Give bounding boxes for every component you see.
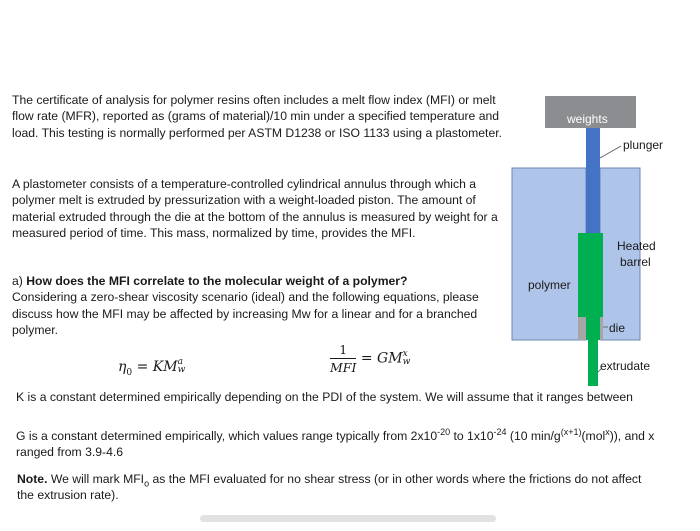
plastometer-paragraph: A plastometer consists of a temperature-controlled cylindrical annulus through which a polymer melt is extruded by pressurization with a weight-loaded piston. The amount of material extruded through the die at the bottom of the annulus is measured by weight for a measured period of time. This mass, normalized by time, provides the MFI. <box>12 177 498 241</box>
g-text-e: )), and x ranged from 3.9-4.6 <box>16 429 655 460</box>
eq1-sup: a <box>177 357 183 367</box>
eq2-sup: x <box>402 348 408 359</box>
eq2-numerator: 1 <box>330 342 356 359</box>
barrel-right <box>600 168 640 340</box>
eq2-denominator: MFI <box>330 360 357 375</box>
heated-barrel-label-line2: barrel <box>620 255 651 269</box>
eq2-mid: = GM <box>356 350 403 367</box>
polymer-label: polymer <box>528 278 571 292</box>
question-text: How does the MFI correlate to the molecular weight of a polymer? <box>26 274 408 288</box>
g-exp-4: x <box>605 426 610 437</box>
eq1-lhs-sub: 0 <box>126 367 133 378</box>
g-exp-2: -24 <box>493 426 507 437</box>
question-prefix: a) <box>12 274 27 288</box>
g-exp-3: (x+1) <box>560 426 582 437</box>
g-text-d: (mol <box>581 429 606 443</box>
extrudate-strand <box>588 340 598 386</box>
horizontal-scrollbar[interactable] <box>200 515 496 522</box>
eq1-mid: = KM <box>132 359 178 375</box>
die-left <box>578 317 586 340</box>
die-right <box>600 317 603 340</box>
note-text-a: We will mark MFI <box>47 472 145 486</box>
eq1-lhs: η <box>118 359 127 375</box>
note-text-b: as the MFI evaluated for no shear stress (or in other words where the frictions do not affect the extrusion rate). <box>17 472 642 503</box>
plunger-label: plunger <box>623 138 664 152</box>
weights-top-plate <box>545 96 636 111</box>
eq1-sub: w <box>177 365 186 375</box>
eq2-sub: w <box>402 356 411 367</box>
heated-barrel-label-line1: Heated <box>617 239 656 253</box>
g-text-c: (10 min/g <box>506 429 561 443</box>
polymer-melt <box>578 233 603 317</box>
plunger-rod <box>586 125 600 233</box>
extrudate-label: extrudate <box>600 359 651 373</box>
g-text-a: G is a constant determined empirically, which values range typically from 2x10 <box>16 429 438 443</box>
g-exp-1: -20 <box>437 426 451 437</box>
die-label: die <box>609 321 626 335</box>
note-sub: o <box>144 478 150 489</box>
note-label: Note. <box>17 472 48 486</box>
g-text-b: to 1x10 <box>450 429 494 443</box>
k-constant-paragraph: K is a constant determined empirically depending on the PDI of the system. We will assume that it ranges between <box>16 390 633 404</box>
question-instructions: Considering a zero-shear viscosity scenario (ideal) and the following equations, please discuss how the MFI may be affected by increasing Mw for a linear and for a branched polymer. <box>12 290 479 338</box>
plunger-leader <box>600 146 621 158</box>
weights-label: weights <box>567 112 608 126</box>
intro-paragraph: The certificate of analysis for polymer resins often includes a melt flow index (MFI) or melt flow rate (MFR), reported as (grams of material)/10 min under a specified temperature and load. This testing is normally performed per ASTM D1238 or ISO 1133 using a plastometer. <box>12 93 502 140</box>
barrel-left <box>512 168 586 340</box>
die-channel <box>586 317 600 340</box>
